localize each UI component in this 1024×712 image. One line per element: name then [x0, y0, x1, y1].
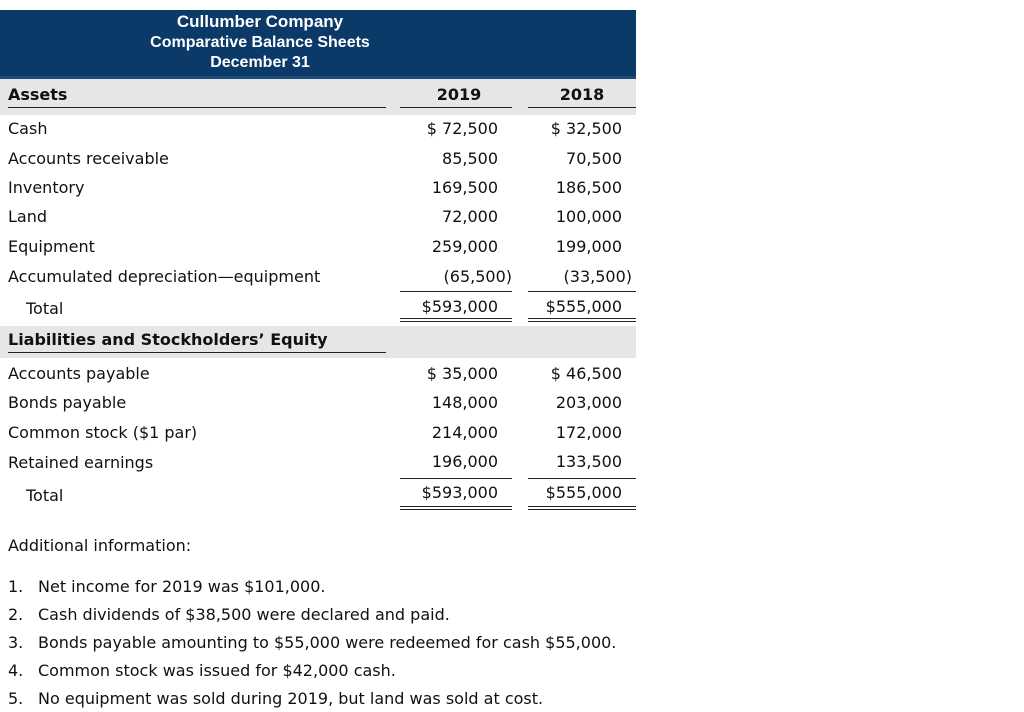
- liability-row-label: Bonds payable: [8, 393, 127, 412]
- asset-value-2019: $ 72,500: [426, 119, 498, 138]
- liability-value-2019: 214,000: [431, 423, 498, 442]
- asset-value-2018: 70,500: [566, 149, 622, 168]
- col-2018-underline: [528, 107, 636, 108]
- asset-value-2019: 169,500: [431, 178, 498, 197]
- asset-row-label: Equipment: [8, 237, 95, 256]
- info-item-text: Bonds payable amounting to $55,000 were redeemed for cash $55,000.: [38, 633, 617, 652]
- liabilities-total-2018: $555,000: [545, 483, 622, 502]
- total-double-rule-2019: [400, 506, 512, 507]
- subtotal-rule-2018: [528, 291, 636, 292]
- info-item: [8, 633, 616, 652]
- subtotal-rule-2018: [528, 478, 636, 479]
- liability-value-2018: 172,000: [555, 423, 622, 442]
- additional-info-heading: Additional information:: [8, 536, 192, 555]
- asset-value-2018: 199,000: [555, 237, 622, 256]
- asset-row-label: Accounts receivable: [8, 149, 169, 168]
- asset-value-2018: (33,500): [563, 267, 632, 286]
- info-item-number: 4.: [8, 661, 24, 680]
- assets-total-label: Total: [26, 299, 64, 318]
- liability-value-2018: 133,500: [555, 452, 622, 471]
- asset-value-2018: $ 32,500: [550, 119, 622, 138]
- total-double-rule-2018: [528, 321, 636, 322]
- info-item-text: No equipment was sold during 2019, but land was sold at cost.: [38, 689, 544, 708]
- info-item-number: 1.: [8, 577, 24, 596]
- column-2019: 2019: [436, 85, 482, 104]
- liabilities-total-2019: $593,000: [421, 483, 498, 502]
- info-item: [8, 605, 450, 624]
- asset-row-label: Inventory: [8, 178, 85, 197]
- info-item-text: Cash dividends of $38,500 were declared and paid.: [38, 605, 450, 624]
- info-item: [8, 689, 543, 708]
- asset-row-label: Accumulated depreciation—equipment: [8, 267, 321, 286]
- total-double-rule-2019: [400, 509, 512, 510]
- asset-value-2019: 85,500: [442, 149, 498, 168]
- liability-row-label: Retained earnings: [8, 453, 154, 472]
- liability-value-2018: $ 46,500: [550, 364, 622, 383]
- asset-value-2019: (65,500): [443, 267, 512, 286]
- company-name: Cullumber Company: [176, 12, 344, 31]
- asset-value-2018: 186,500: [555, 178, 622, 197]
- liability-value-2019: 148,000: [431, 393, 498, 412]
- subtotal-rule-2019: [400, 478, 512, 479]
- liabilities-heading: Liabilities and Stockholders’ Equity: [8, 330, 328, 349]
- assets-total-2019: $593,000: [421, 297, 498, 316]
- liability-row-label: Accounts payable: [8, 364, 150, 383]
- statement-title: Comparative Balance Sheets: [150, 34, 370, 51]
- total-double-rule-2019: [400, 321, 512, 322]
- liabilities-total-label: Total: [26, 486, 64, 505]
- total-double-rule-2018: [528, 318, 636, 319]
- total-double-rule-2019: [400, 318, 512, 319]
- info-item-number: 5.: [8, 689, 24, 708]
- assets-total-2018: $555,000: [545, 297, 622, 316]
- asset-row-label: Land: [8, 207, 48, 226]
- assets-heading: Assets: [8, 85, 68, 104]
- statement-date: December 31: [210, 54, 310, 71]
- asset-value-2019: 259,000: [431, 237, 498, 256]
- assets-heading-underline: [8, 107, 386, 108]
- asset-row-label: Cash: [8, 119, 48, 138]
- total-double-rule-2018: [528, 506, 636, 507]
- col-2019-underline: [400, 107, 512, 108]
- liability-value-2018: 203,000: [555, 393, 622, 412]
- column-2018: 2018: [559, 85, 605, 104]
- info-item-text: Net income for 2019 was $101,000.: [38, 577, 326, 596]
- subtotal-rule-2019: [400, 291, 512, 292]
- info-item-number: 2.: [8, 605, 24, 624]
- asset-value-2018: 100,000: [555, 207, 622, 226]
- liability-row-label: Common stock ($1 par): [8, 423, 198, 442]
- liability-value-2019: $ 35,000: [426, 364, 498, 383]
- info-item-number: 3.: [8, 633, 24, 652]
- info-item: [8, 577, 326, 596]
- statement-header: [0, 10, 636, 79]
- info-item-text: Common stock was issued for $42,000 cash.: [38, 661, 396, 680]
- info-item: [8, 661, 396, 680]
- total-double-rule-2018: [528, 509, 636, 510]
- liabilities-heading-underline: [8, 352, 386, 353]
- asset-value-2019: 72,000: [442, 207, 498, 226]
- liability-value-2019: 196,000: [431, 452, 498, 471]
